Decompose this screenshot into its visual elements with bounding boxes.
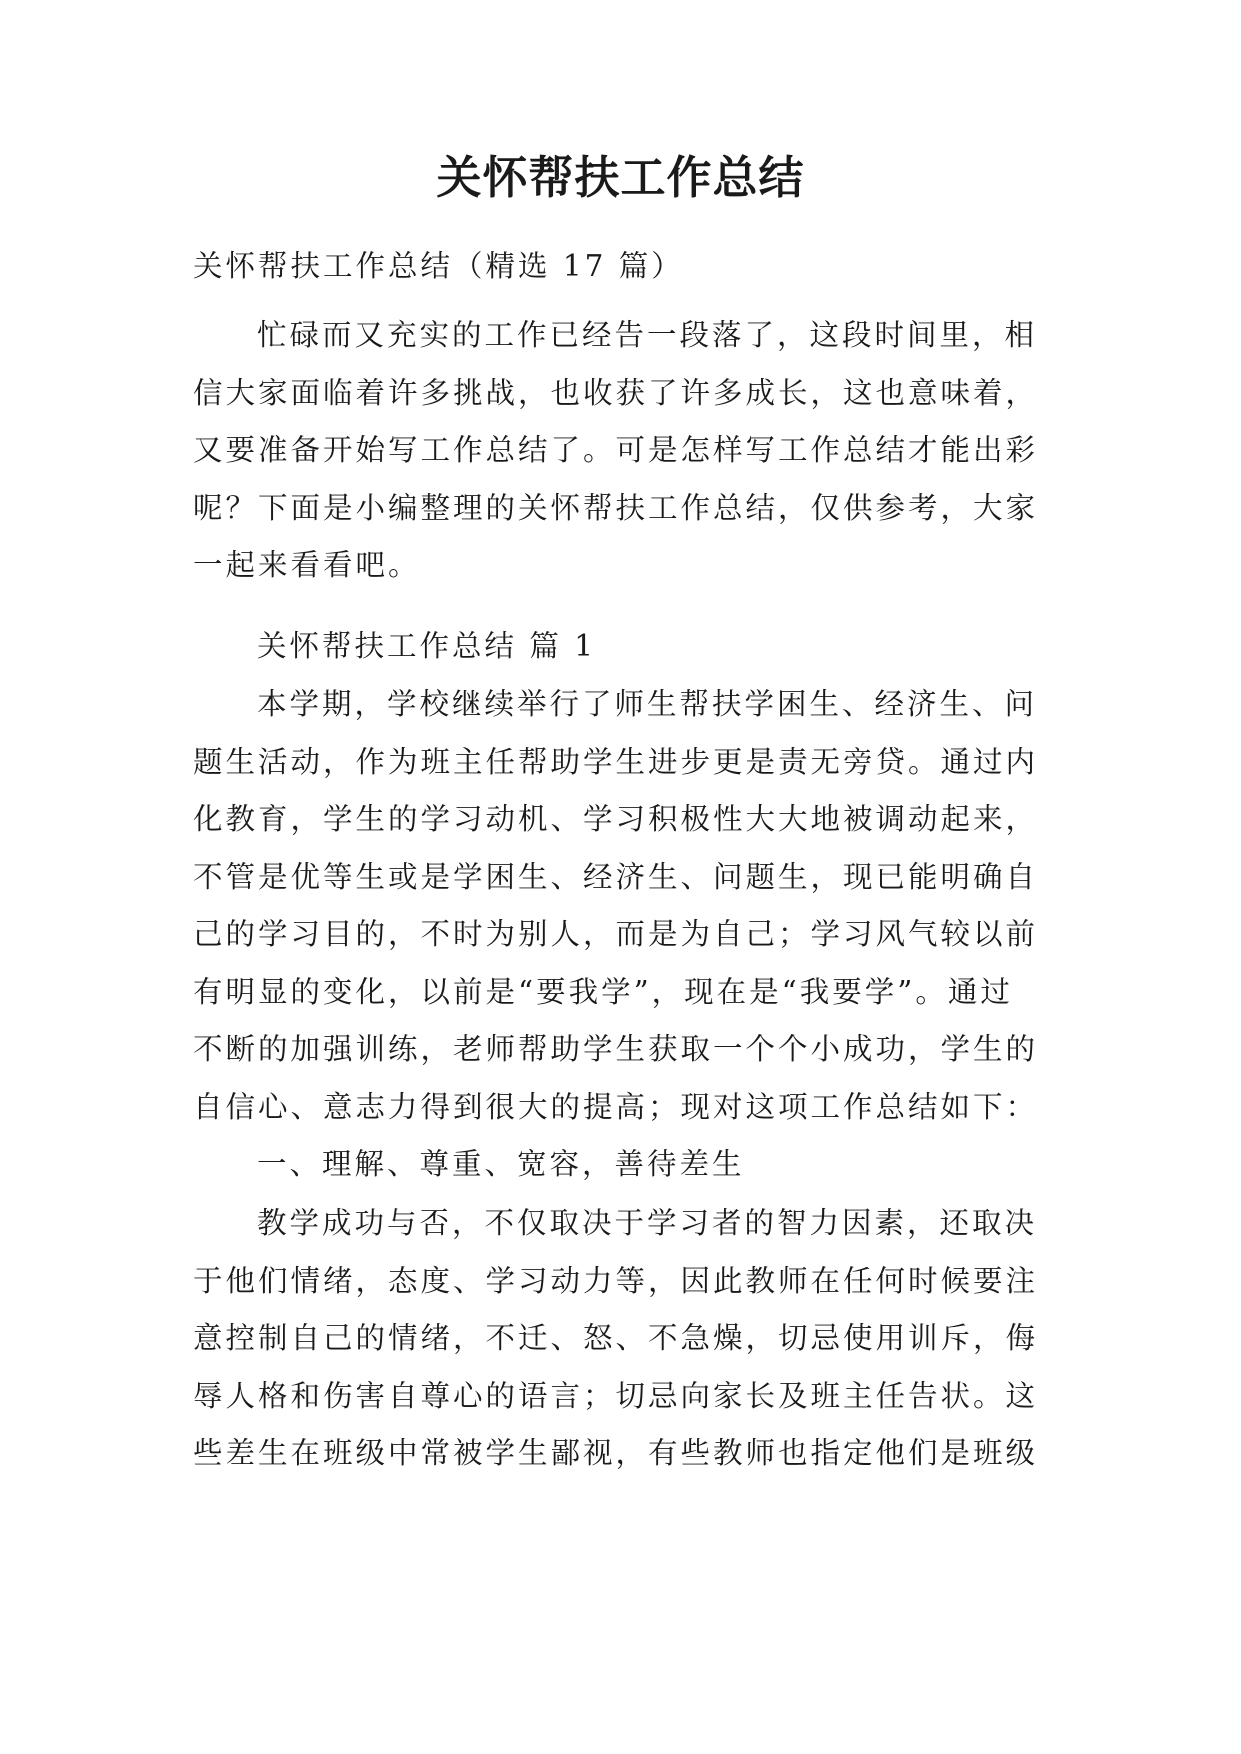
intro-line: 一起来看看吧。 — [193, 548, 421, 582]
section-heading-block — [193, 618, 1045, 676]
paragraph-line: 有明显的变化，以前是“要我学”，现在是“我要学”。通过 — [193, 974, 1013, 1009]
paragraph-line: 教学成功与否，不仅取决于学习者的智力因素，还取决 — [257, 1206, 1038, 1240]
section-heading: 关怀帮扶工作总结 篇 1 — [257, 629, 597, 663]
paragraph-line: 些差生在班级中常被学生鄙视，有些教师也指定他们是班级 — [193, 1436, 1039, 1470]
intro-line: 又要准备开始写工作总结了。可是怎样写工作总结才能出彩 — [193, 433, 1039, 467]
intro-line: 呢？下面是小编整理的关怀帮扶工作总结，仅供参考，大家 — [193, 490, 1039, 525]
paragraph-line: 己的学习目的，不时为别人，而是为自己；学习风气较以前 — [193, 917, 1039, 951]
intro-line: 信大家面临着许多挑战，也收获了许多成长，这也意味着， — [193, 375, 1039, 410]
paragraph-line: 意控制自己的情绪，不迁、怒、不急燥，切忌使用训斥，侮 — [193, 1321, 1039, 1355]
document-title: 关怀帮扶工作总结 — [436, 151, 805, 204]
paragraph-line: 于他们情绪，态度、学习动力等，因此教师在任何时候要注 — [193, 1263, 1039, 1298]
subheading-block — [193, 1136, 1045, 1194]
document-subtitle: 关怀帮扶工作总结（精选 17 篇） — [193, 249, 684, 283]
document-subtitle-block — [193, 238, 1045, 296]
paragraph-2 — [193, 1195, 1045, 1483]
subheading-1: 一、理解、尊重、宽容，善待差生 — [257, 1147, 745, 1181]
paragraph-1 — [193, 676, 1045, 1136]
paragraph-line: 化教育，学生的学习动机、学习积极性大大地被调动起来， — [193, 802, 1039, 836]
paragraph-line: 题生活动，作为班主任帮助学生进步更是责无旁贷。通过内 — [193, 744, 1039, 779]
paragraph-line: 本学期，学校继续举行了师生帮扶学困生、经济生、问 — [257, 687, 1038, 721]
paragraph-line: 不管是优等生或是学困生、经济生、问题生，现已能明确自 — [193, 859, 1039, 894]
paragraph-line: 自信心、意志力得到很大的提高；现对这项工作总结如下： — [193, 1089, 1039, 1124]
intro-paragraph — [193, 307, 1045, 595]
paragraph-line: 不断的加强训练，老师帮助学生获取一个个小成功，学生的 — [193, 1032, 1039, 1066]
paragraph-line: 辱人格和伤害自尊心的语言；切忌向家长及班主任告状。这 — [193, 1378, 1039, 1413]
intro-line: 忙碌而又充实的工作已经告一段落了，这段时间里，相 — [257, 318, 1038, 352]
